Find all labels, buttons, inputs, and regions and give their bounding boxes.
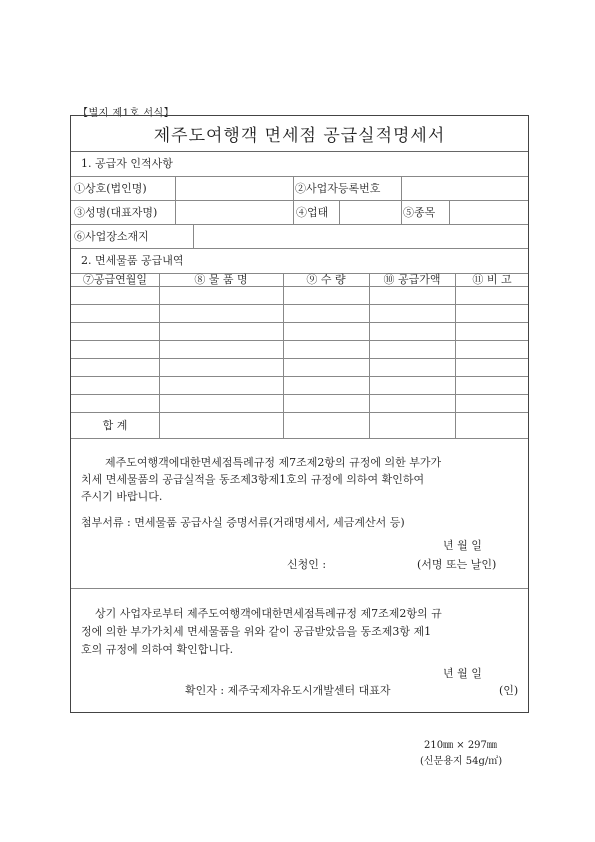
label-business-type: ④업태	[296, 206, 329, 219]
section2-heading: 2. 면세물품 공급내역	[81, 254, 184, 267]
statement1-line: 치세 면세물품의 공급실적을 동조제3항제1호의 규정에 의하여 확인하여	[81, 473, 425, 486]
label-address: ⑥사업장소재지	[74, 230, 149, 243]
divider	[401, 200, 402, 224]
divider	[193, 224, 194, 248]
confirmer-label: 확인자 : 제주국제자유도시개발센터 대표자	[185, 684, 391, 697]
attachments-line: 첨부서류 : 면세물품 공급사실 증명서류(거래명세서, 세금계산서 등)	[81, 516, 405, 529]
divider	[283, 273, 284, 438]
divider	[449, 200, 450, 224]
column-header-price: ⑩ 공급가액	[383, 273, 441, 286]
signature-label: (서명 또는 날인)	[417, 558, 497, 571]
form-title: 제주도여행객 면세점 공급실적명세서	[153, 126, 446, 146]
divider	[71, 394, 528, 395]
divider	[71, 438, 528, 439]
paper-size: 210㎜ × 297㎜	[424, 740, 497, 751]
column-header-quantity: ⑨ 수 량	[306, 273, 346, 286]
statement2-line: 호의 규정에 의하여 확인합니다.	[81, 643, 234, 656]
column-header-remarks: ⑪ 비 고	[472, 273, 512, 286]
label-business-item: ⑤종목	[403, 206, 436, 219]
divider	[71, 286, 528, 287]
statement1-line: 주시기 바랍니다.	[81, 490, 163, 503]
divider	[71, 176, 528, 177]
divider	[175, 176, 176, 224]
label-representative: ③성명(대표자명)	[74, 206, 158, 219]
total-label: 합 계	[102, 419, 128, 432]
divider	[369, 273, 370, 438]
divider	[71, 248, 528, 249]
seal-label: (인)	[499, 684, 519, 697]
column-header-item: ⑧ 물 품 명	[194, 273, 248, 286]
divider	[71, 588, 528, 589]
applicant-label: 신청인 :	[287, 558, 327, 571]
divider	[455, 273, 456, 438]
form-box	[70, 115, 529, 713]
paper-type: (신문용지 54g/㎡)	[420, 756, 503, 767]
divider	[401, 176, 402, 200]
divider	[71, 322, 528, 323]
divider	[71, 304, 528, 305]
title-row	[71, 116, 528, 152]
divider	[71, 376, 528, 377]
divider	[293, 176, 294, 224]
column-header-date: ⑦공급연월일	[82, 273, 148, 286]
divider	[71, 224, 528, 225]
divider	[71, 358, 528, 359]
divider	[339, 200, 340, 224]
application-date: 년 월 일	[443, 539, 482, 552]
divider	[71, 200, 528, 201]
divider	[159, 273, 160, 438]
statement1-line: 제주도여행객에대한면세점특례규정 제7조제2항의 규정에 의한 부가가	[105, 456, 442, 469]
label-business-number: ②사업자등록번호	[295, 182, 381, 195]
form-number-label: 【별지 제1호 서식】	[78, 108, 175, 119]
statement2-line: 상기 사업자로부터 제주도여행객에대한면세점특례규정 제7조제2항의 규	[95, 607, 442, 620]
divider	[71, 340, 528, 341]
label-company-name: ①상호(법인명)	[74, 182, 147, 195]
confirmation-date: 년 월 일	[443, 667, 482, 680]
section1-heading: 1. 공급자 인적사항	[81, 157, 173, 170]
statement2-line: 정에 의한 부가가치세 면세물품을 위와 같이 공급받았음을 동조제3항 제1	[81, 625, 432, 638]
divider	[71, 412, 528, 413]
